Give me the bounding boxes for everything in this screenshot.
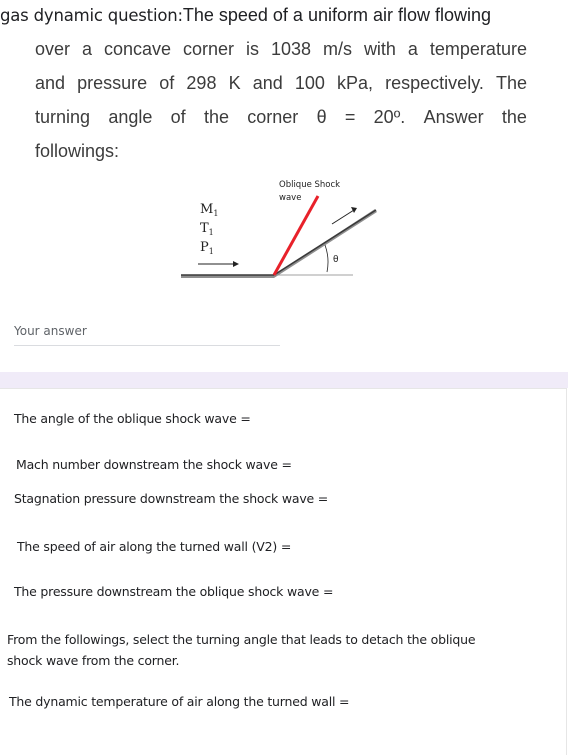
item-dynamic-temperature: The dynamic temperature of air along the turned wall = (9, 694, 350, 709)
question-first-line (0, 2, 566, 29)
theta-label: θ (333, 255, 339, 265)
question-line-5: followings: (35, 141, 120, 161)
temperature-upstream-label: $T_1$ (200, 221, 214, 237)
downstream-flow-arrow (332, 207, 357, 224)
question-lead: gas dynamic question: (0, 6, 183, 25)
upstream-flow-arrow (198, 261, 239, 267)
mach-upstream-label: $M_1$ (200, 202, 219, 218)
item-downstream-mach: Mach number downstream the shock wave = (16, 457, 292, 472)
card-divider (0, 372, 568, 388)
question-line-1: The speed of a uniform air flow flowing (182, 5, 492, 25)
shock-label-line-1: Oblique Shock (279, 180, 341, 190)
item-stagnation-pressure: Stagnation pressure downstream the shock wave = (14, 491, 329, 506)
horizontal-wall (181, 275, 274, 278)
item-shock-angle: The angle of the oblique shock wave = (14, 411, 251, 426)
item-downstream-pressure: The pressure downstream the oblique shock wave = (14, 584, 334, 599)
item-detach-angle: From the followings, select the turning angle that leads to detach the oblique shock wave from the corner. (7, 632, 476, 668)
pressure-upstream-label: $P_1$ (200, 240, 214, 256)
answer-input-underline[interactable] (14, 345, 280, 346)
question-card (0, 0, 568, 372)
shock-label-line-2: wave (279, 193, 302, 203)
turned-wall (274, 209, 377, 278)
answer-label: Your answer (14, 324, 87, 338)
oblique-shock-diagram (175, 175, 385, 287)
turning-angle-arc (325, 245, 328, 272)
item-speed-v2: The speed of air along the turned wall (V2) = (17, 539, 292, 554)
question-line-2: over a concave corner is 1038 m/s with a temperature (35, 39, 527, 59)
question-line-3: and pressure of 298 K and 100 kPa, respectively. The (35, 73, 527, 93)
question-line-4: turning angle of the corner θ = 20º. Answer the (35, 107, 527, 127)
